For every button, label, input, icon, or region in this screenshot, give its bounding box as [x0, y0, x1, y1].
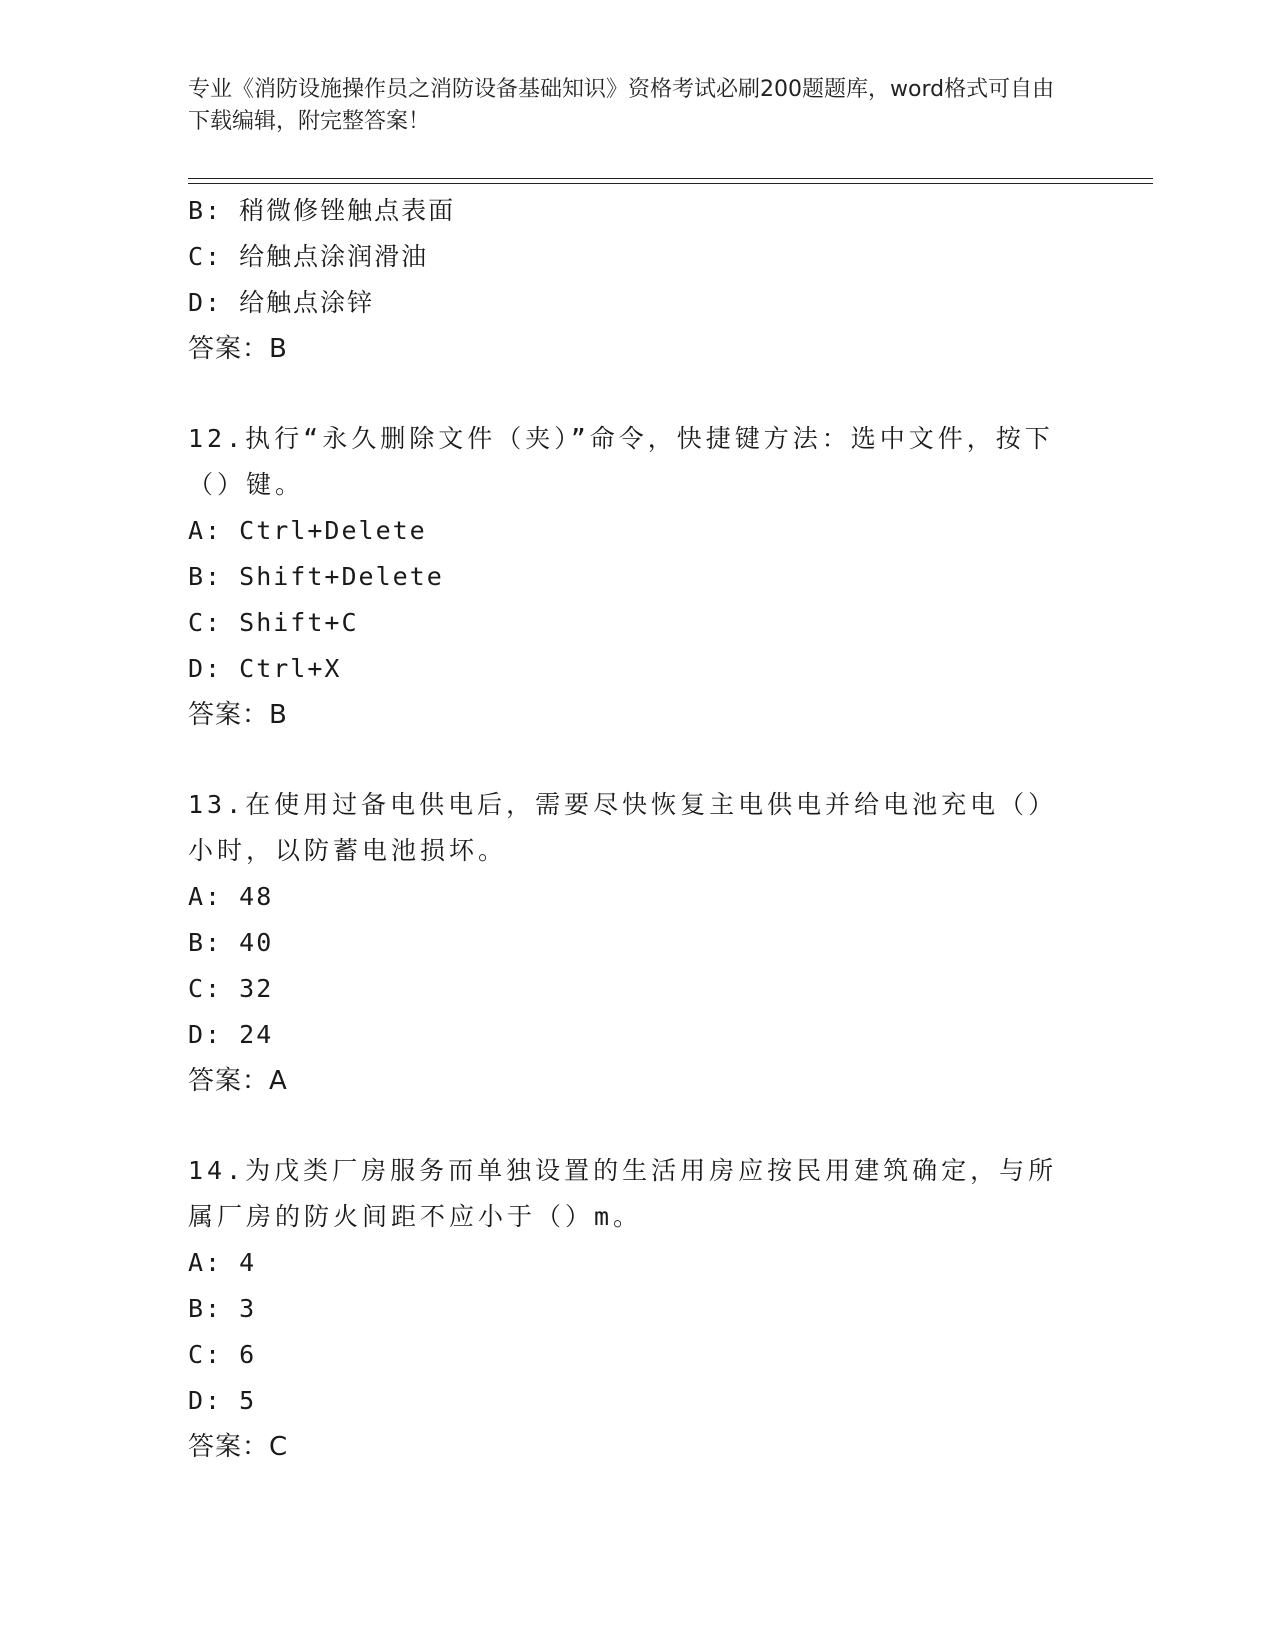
option-b: B: 40: [188, 928, 274, 957]
option-c: C: 6: [188, 1340, 257, 1369]
document-header: 专业《消防设施操作员之消防设备基础知识》资格考试必刷200题题库，word格式可自由下载编辑，附完整答案！: [188, 77, 1055, 134]
question-14: [188, 1148, 1088, 1470]
previous-question-tail: [188, 188, 1088, 372]
question-list: [188, 188, 1088, 1470]
question-13: [188, 782, 1088, 1104]
header-divider-top: [188, 178, 1153, 179]
option-b: B: 稍微修锉触点表面: [188, 196, 456, 225]
question-text: 14.为戊类厂房服务而单独设置的生活用房应按民用建筑确定，与所属厂房的防火间距不应小于（）m。: [188, 1156, 1058, 1231]
answer-label: 答案：B: [188, 700, 288, 730]
option-d: D: 给触点涂锌: [188, 288, 375, 317]
option-d: D: 24: [188, 1020, 274, 1049]
option-b: B: 3: [188, 1294, 257, 1323]
option-d: D: Ctrl+X: [188, 654, 342, 683]
option-a: A: 48: [188, 882, 274, 911]
answer-label: 答案：A: [188, 1066, 288, 1096]
answer-label: 答案：B: [188, 334, 288, 364]
answer-label: 答案：C: [188, 1432, 289, 1462]
question-12: [188, 416, 1088, 738]
header-divider-bottom: [188, 183, 1153, 184]
option-a: A: 4: [188, 1248, 257, 1277]
question-text: 13.在使用过备电供电后，需要尽快恢复主电供电并给电池充电（）小时，以防蓄电池损坏。: [188, 790, 1058, 865]
option-d: D: 5: [188, 1386, 257, 1415]
option-a: A: Ctrl+Delete: [188, 516, 427, 545]
option-c: C: Shift+C: [188, 608, 359, 637]
option-c: C: 给触点涂润滑油: [188, 242, 429, 271]
option-b: B: Shift+Delete: [188, 562, 444, 591]
question-text: 12.执行“永久删除文件（夹）”命令，快捷键方法：选中文件，按下（）键。: [188, 424, 1054, 499]
option-c: C: 32: [188, 974, 274, 1003]
